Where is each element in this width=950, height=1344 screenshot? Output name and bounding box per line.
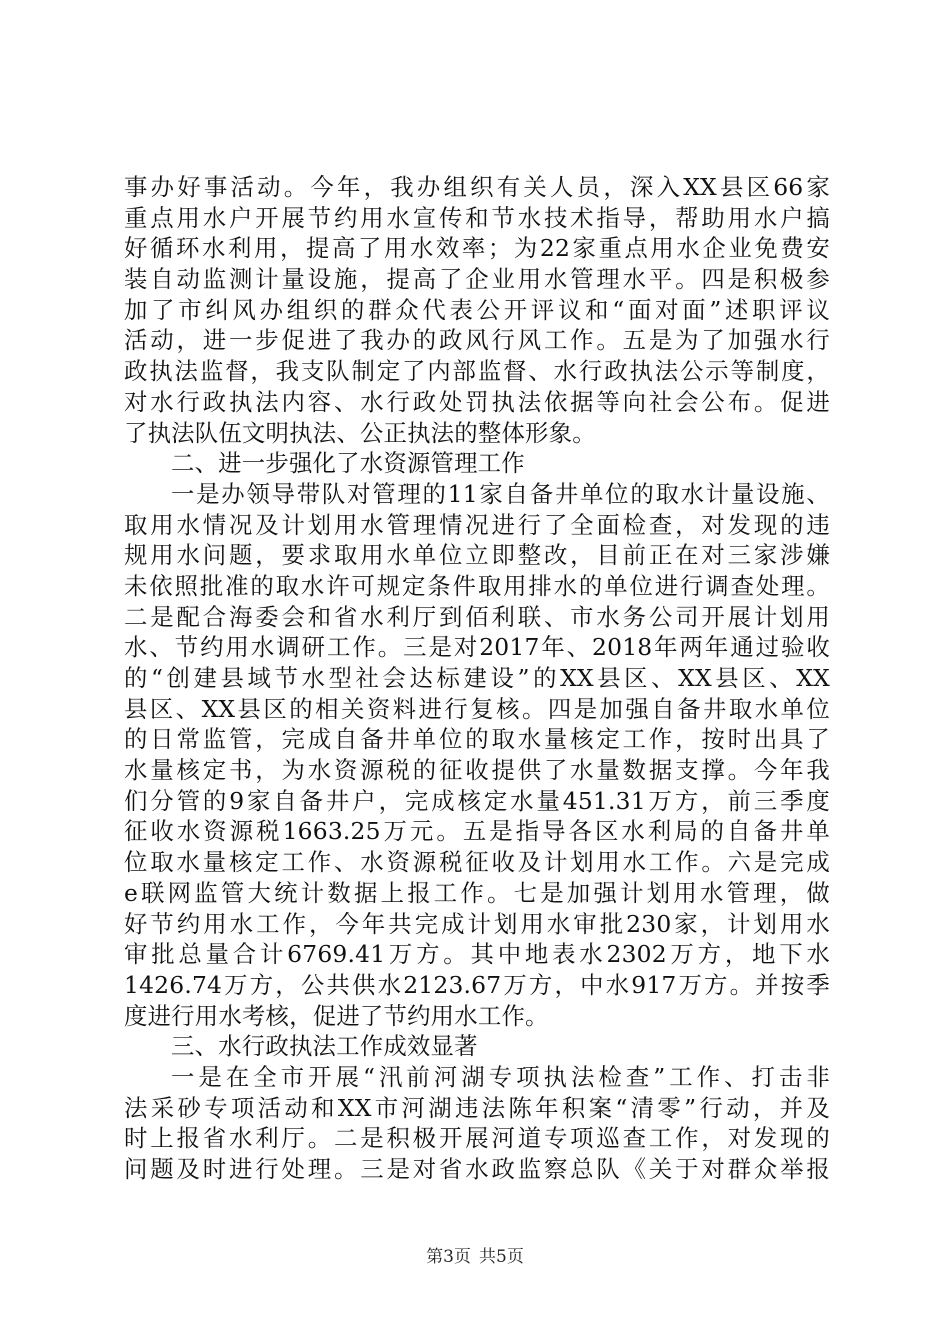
text-line: 的日常监管，完成自备井单位的取水量核定工作，按时出具了: [124, 725, 830, 754]
text-line: 活动，进一步促进了我办的政风行风工作。五是为了加强水行: [124, 326, 830, 355]
page-number-current: 第3页: [426, 1247, 471, 1267]
section-heading: 二、进一步强化了水资源管理工作: [171, 449, 525, 478]
text-line: 好循环水利用，提高了用水效率；为22家重点用水企业免费安: [124, 234, 830, 263]
text-line: e联网监管大统计数据上报工作。七是加强计划用水管理，做: [124, 878, 830, 907]
text-line: 事办好事活动。今年，我办组织有关人员，深入XX县区66家: [124, 173, 830, 201]
text-line: 审批总量合计6769.41万方。其中地表水2302万方，地下水: [124, 940, 830, 969]
text-line: 时上报省水利厅。二是积极开展河道专项巡查工作，对发现的: [124, 1124, 830, 1153]
text-line: 一是在全市开展“汛前河湖专项执法检查”工作、打击非: [171, 1062, 830, 1091]
text-line: 二是配合海委会和省水利厅到佰利联、市水务公司开展计划用: [124, 602, 830, 631]
text-line: 未依照批准的取水许可规定条件取用排水的单位进行调查处理。: [124, 571, 830, 600]
text-line: 问题及时进行处理。三是对省水政监察总队《关于对群众举报: [124, 1155, 830, 1183]
text-line: 政执法监督，我支队制定了内部监督、水行政执法公示等制度，: [124, 357, 830, 386]
text-line: 重点用水户开展节约用水宣传和节水技术指导，帮助用水户搞: [124, 203, 830, 232]
text-line: 了执法队伍文明执法、公正执法的整体形象。: [124, 418, 596, 447]
text-line: 对水行政执法内容、水行政处罚执法依据等向社会公布。促进: [124, 387, 830, 416]
text-line: 征收水资源税1663.25万元。五是指导各区水利局的自备井单: [124, 817, 830, 846]
text-line: 装自动监测计量设施，提高了企业用水管理水平。四是积极参: [124, 265, 830, 294]
text-line: 度进行用水考核，促进了节约用水工作。: [124, 1001, 549, 1030]
text-line: 加了市纠风办组织的群众代表公开评议和“面对面”述职评议: [124, 295, 830, 324]
text-line: 法采砂专项活动和XX市河湖违法陈年积案“清零”行动，并及: [124, 1093, 830, 1122]
text-line: 水、节约用水调研工作。三是对2017年、2018年两年通过验收: [124, 633, 830, 662]
document-body: [124, 172, 830, 1185]
section-heading: 三、水行政执法工作成效显著: [171, 1032, 478, 1061]
text-line: 县区、XX县区的相关资料进行复核。四是加强自备井取水单位: [124, 694, 830, 723]
text-line: 的“创建县域节水型社会达标建设”的XX县区、XX县区、XX: [124, 664, 830, 692]
text-line: 好节约用水工作，今年共完成计划用水审批230家，计划用水: [124, 909, 830, 938]
text-line: 一是办领导带队对管理的11家自备井单位的取水计量设施、: [171, 479, 830, 508]
text-line: 位取水量核定工作、水资源税征收及计划用水工作。六是完成: [124, 848, 830, 877]
page-number-total: 共5页: [479, 1247, 524, 1267]
text-line: 取用水情况及计划用水管理情况进行了全面检查，对发现的违: [124, 510, 830, 539]
text-line: 规用水问题，要求取用水单位立即整改，目前正在对三家涉嫌: [124, 541, 830, 570]
text-line: 1426.74万方，公共供水2123.67万方，中水917万方。并按季: [124, 970, 830, 999]
text-line: 水量核定书，为水资源税的征收提供了水量数据支撑。今年我: [124, 756, 830, 785]
page-footer: [0, 1242, 950, 1267]
text-line: 们分管的9家自备井户，完成核定水量451.31万方，前三季度: [124, 786, 830, 815]
